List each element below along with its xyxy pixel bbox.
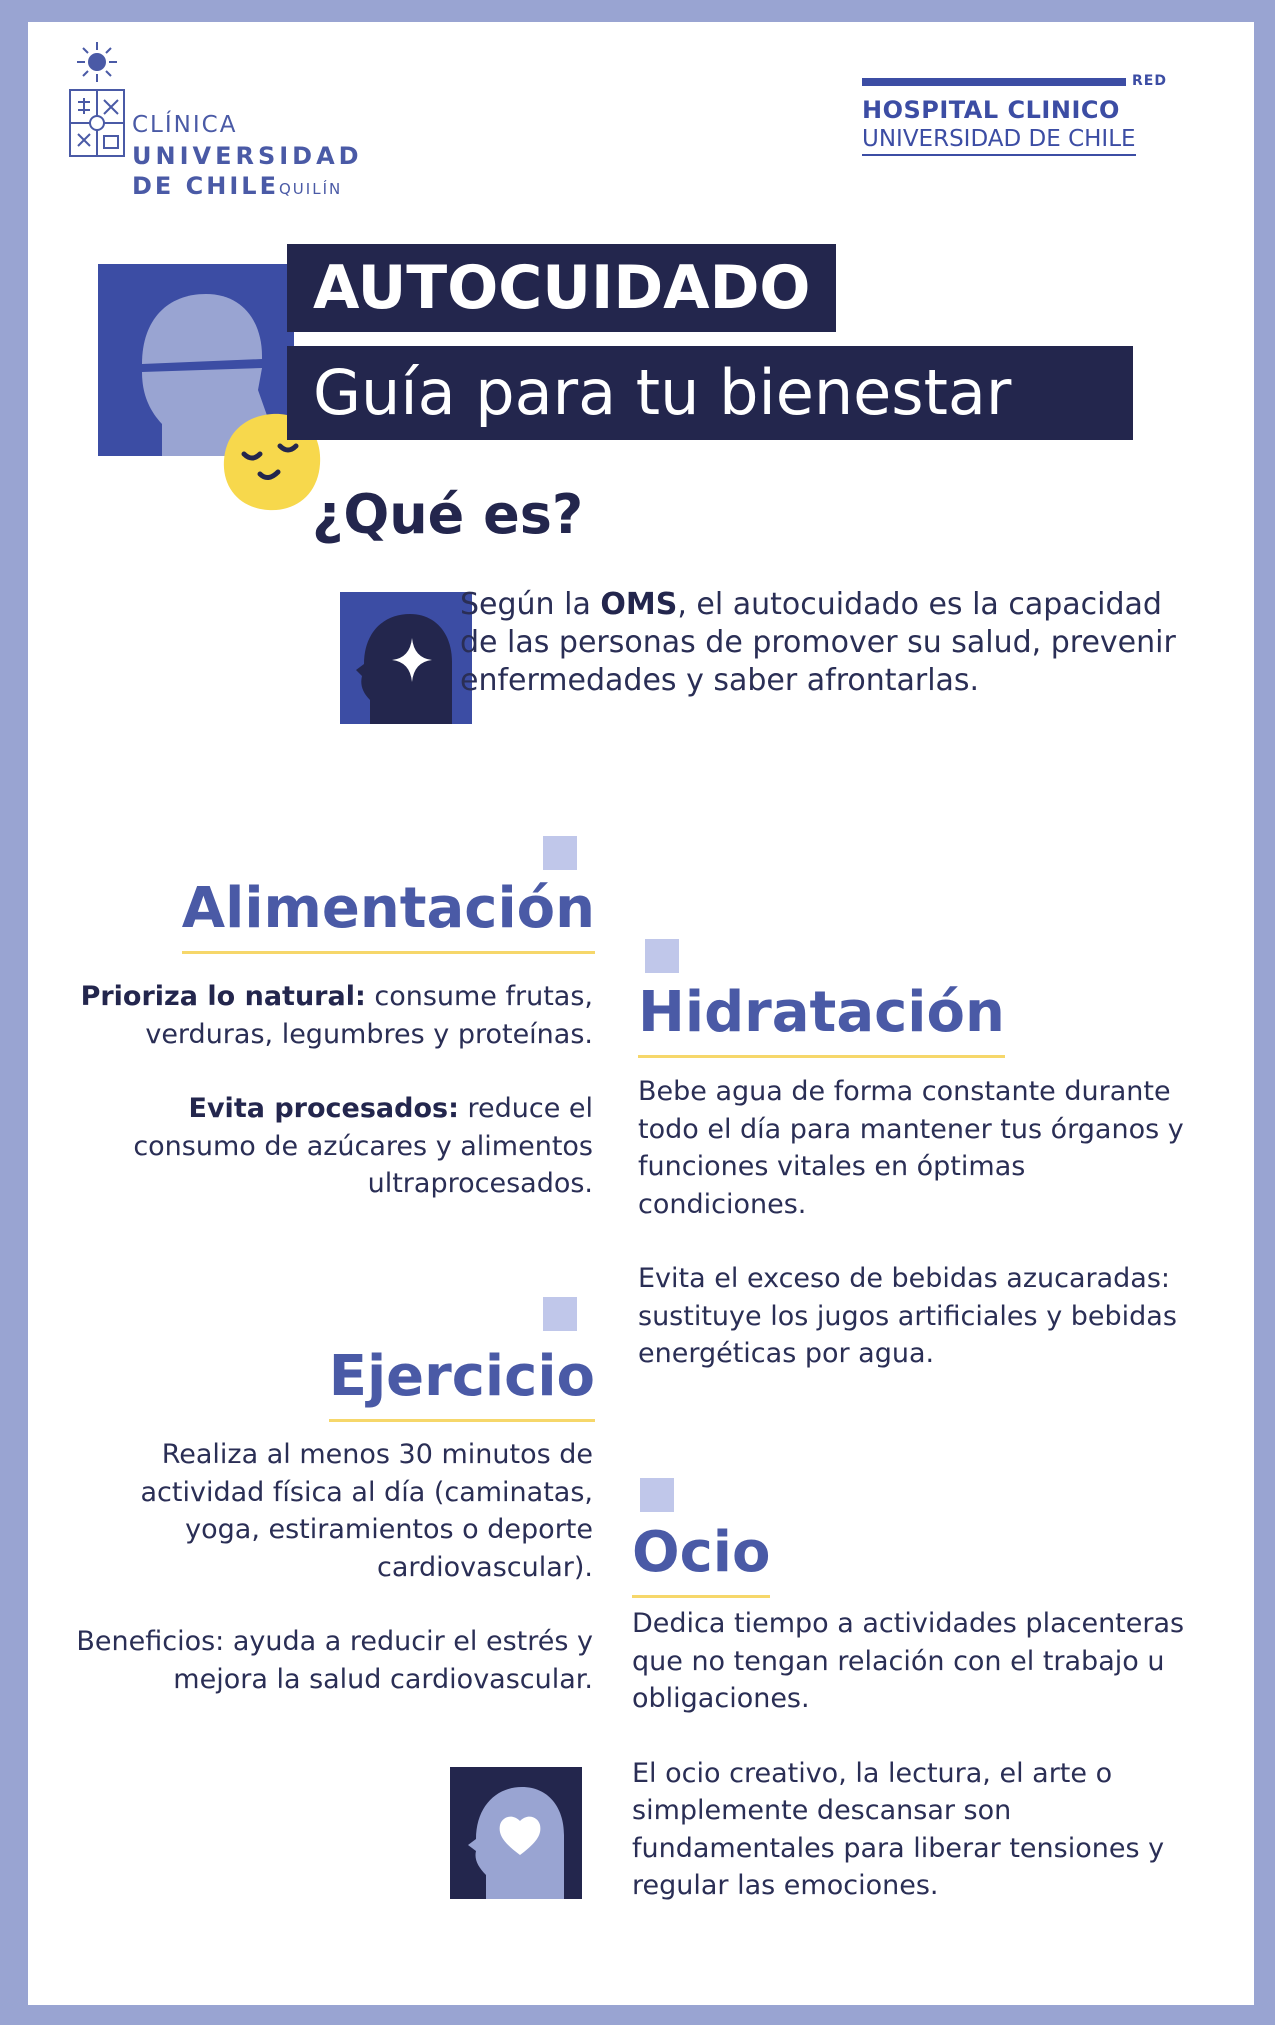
page-subtitle: Guía para tu bienestar (287, 346, 1133, 440)
logo-red-tag: RED (1132, 73, 1167, 89)
intro-text-before: Según la (460, 587, 601, 622)
page-title: AUTOCUIDADO (287, 244, 836, 332)
ejercicio-text (73, 1436, 593, 1698)
logo-bar (862, 78, 1126, 86)
decor-square (543, 1297, 577, 1331)
hospital-logo (862, 66, 1192, 166)
decor-square (640, 1478, 674, 1512)
alimentacion-text (73, 978, 593, 1203)
intro-heading: ¿Qué es? (312, 483, 584, 546)
hidratacion-paragraph-2: Evita el exceso de bebidas azucaradas: sustituye los jugos artificiales y bebidas energéticas por agua. (638, 1263, 1177, 1369)
ocio-paragraph-1: Dedica tiempo a actividades placenteras que no tengan relación con el trabajo u obligaciones. (632, 1608, 1185, 1714)
alimentacion-paragraph-2 (73, 1090, 593, 1203)
ocio-paragraph-2: El ocio creativo, la lectura, el arte o simplemente descansar son fundamentales para liberar tensiones y regular las emociones. (632, 1757, 1165, 1901)
logo-quilin-text: QUILÍN (279, 180, 343, 198)
logo-line-clinica: CLÍNICA (132, 112, 238, 138)
clinica-logo (68, 40, 388, 200)
alimentacion-p2-bold: Evita procesados: (188, 1093, 459, 1124)
alimentacion-p1-bold: Prioriza lo natural: (80, 981, 366, 1012)
logo-de-chile-text: DE CHILE (132, 172, 279, 200)
hidratacion-heading: Hidratación (638, 980, 1005, 1058)
logo-hospital-clinico: HOSPITAL CLINICO (862, 96, 1120, 124)
intro-text-after: , el autocuidado es la capacidad de las personas de promover su salud, prevenir enfermedades y saber afrontarlas. (460, 587, 1176, 698)
alimentacion-p2-text: reduce el consumo de azúcares y alimentos ultraprocesados. (133, 1093, 593, 1199)
alimentacion-heading: Alimentación (182, 876, 595, 954)
intro-text (460, 586, 1180, 700)
logo-universidad-de-chile: UNIVERSIDAD DE CHILE (862, 126, 1136, 156)
alimentacion-paragraph-1 (73, 978, 593, 1053)
university-crest-icon (68, 40, 126, 160)
ocio-text (632, 1605, 1192, 1905)
head-heart-icon (450, 1767, 582, 1899)
logo-line-universidad: UNIVERSIDAD (132, 142, 363, 170)
hidratacion-paragraph-1: Bebe agua de forma constante durante todo el día para mantener tus órganos y funciones vitales en óptimas condiciones. (638, 1076, 1184, 1220)
ocio-heading: Ocio (632, 1520, 770, 1598)
decor-square (645, 939, 679, 973)
ejercicio-heading: Ejercicio (329, 1344, 595, 1422)
intro-text-bold: OMS (600, 587, 678, 622)
head-sparkle-icon (340, 592, 472, 724)
alimentacion-p1-text: consume frutas, verduras, legumbres y proteínas. (145, 981, 593, 1050)
ejercicio-paragraph-2: Beneficios: ayuda a reducir el estrés y mejora la salud cardiovascular. (76, 1626, 593, 1695)
ejercicio-paragraph-1: Realiza al menos 30 minutos de actividad física al día (caminatas, yoga, estiramientos o deporte cardiovascular). (140, 1439, 593, 1583)
logo-line-de-chile (132, 172, 342, 200)
hidratacion-text (638, 1073, 1198, 1373)
decor-square (543, 836, 577, 870)
